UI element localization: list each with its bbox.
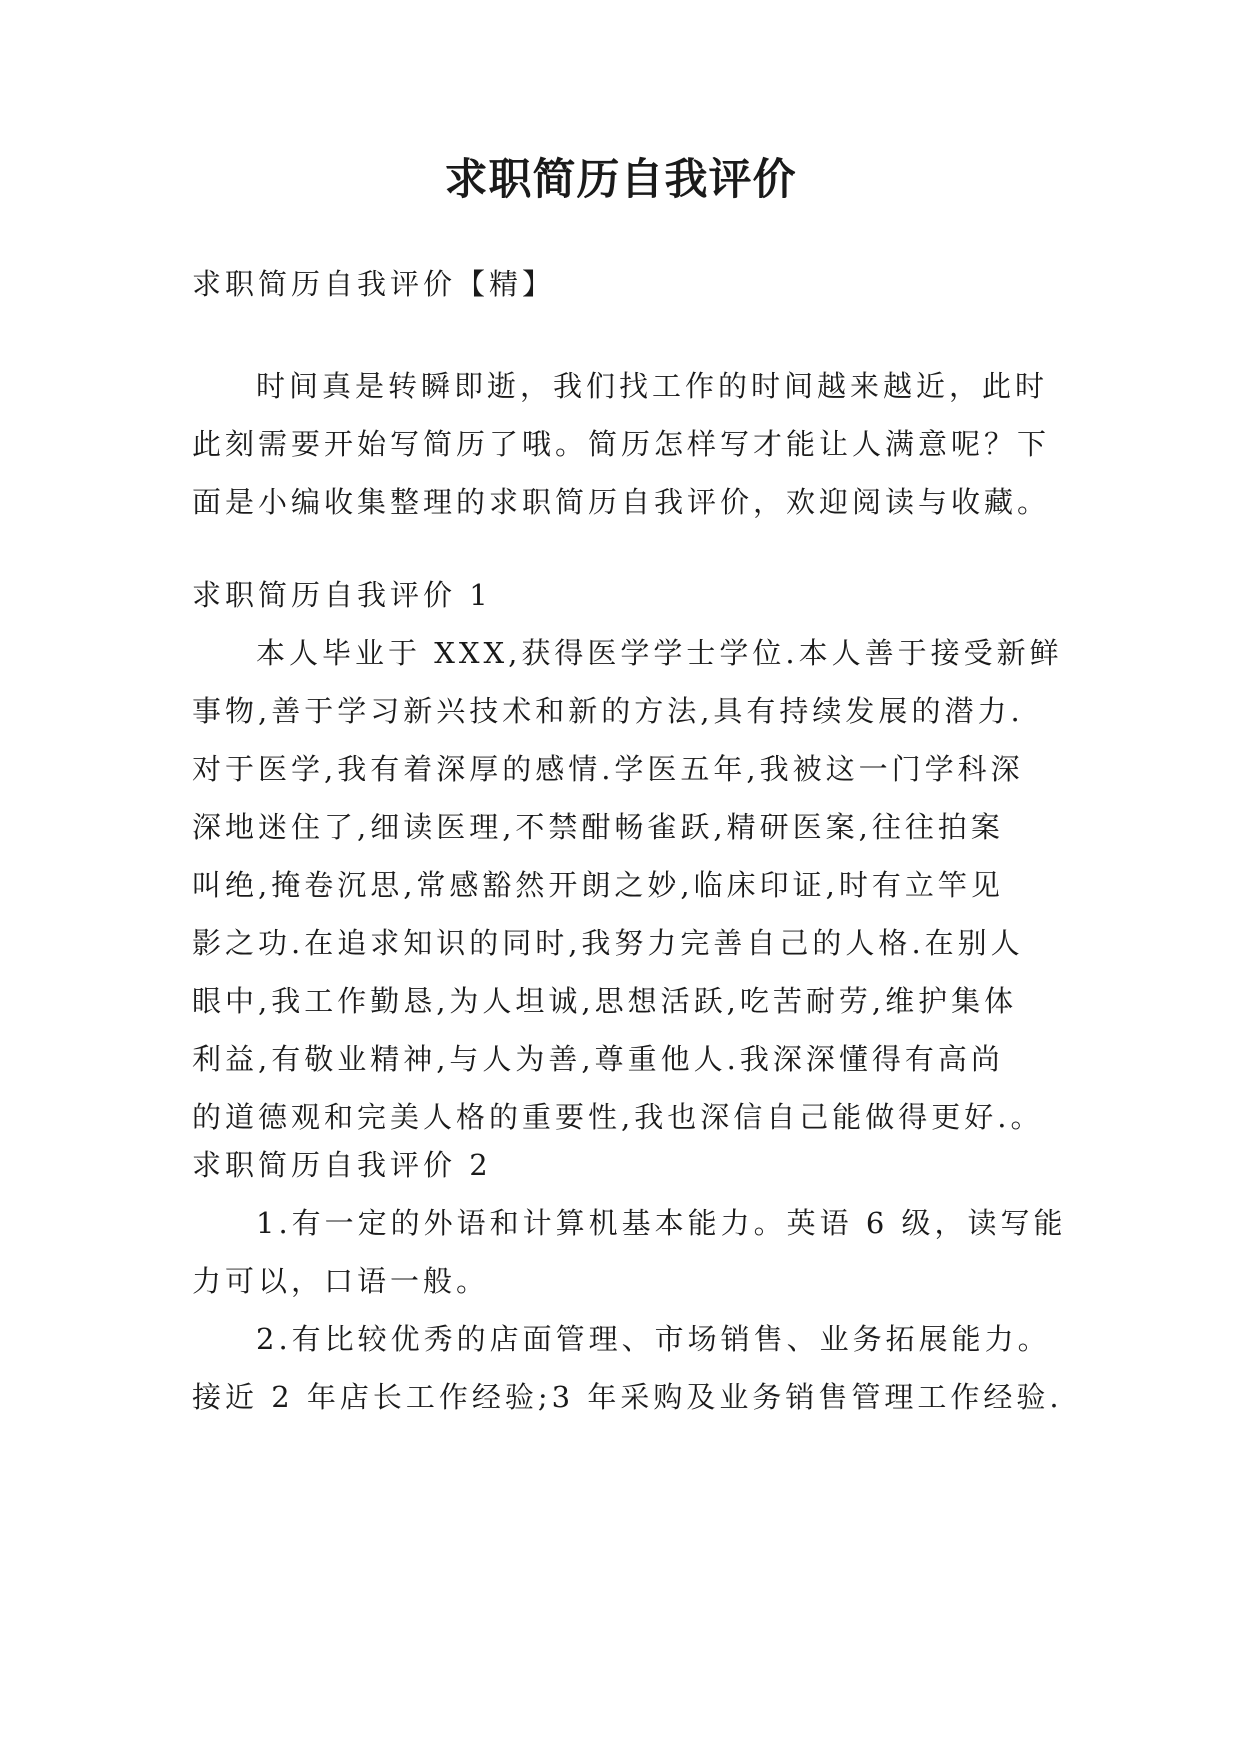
paragraph-line: 事物,善于学习新兴技术和新的方法,具有持续发展的潜力. xyxy=(192,694,1024,728)
paragraph-line: 1.有一定的外语和计算机基本能力。英语 6 级，读写能 xyxy=(256,1206,1067,1240)
paragraph-line: 利益,有敬业精神,与人为善,尊重他人.我深深懂得有高尚 xyxy=(192,1042,1004,1076)
paragraph-line: 对于医学,我有着深厚的感情.学医五年,我被这一门学科深 xyxy=(192,752,1024,786)
paragraph-line: 2.有比较优秀的店面管理、市场销售、业务拓展能力。 xyxy=(256,1322,1051,1356)
paragraph-line: 面是小编收集整理的求职简历自我评价，欢迎阅读与收藏。 xyxy=(192,485,1051,519)
section-heading: 求职简历自我评价 2 xyxy=(192,1148,492,1182)
paragraph-line: 本人毕业于 XXX,获得医学学士学位.本人善于接受新鲜 xyxy=(256,636,1063,670)
document-title: 求职简历自我评价 xyxy=(444,155,797,205)
paragraph-line: 接近 2 年店长工作经验;3 年采购及业务销售管理工作经验. xyxy=(192,1380,1063,1414)
paragraph-line: 叫绝,掩卷沉思,常感豁然开朗之妙,临床印证,时有立竿见 xyxy=(192,868,1004,902)
intro-paragraph xyxy=(192,357,1052,531)
document-subtitle xyxy=(192,255,1052,313)
section-1 xyxy=(192,566,1063,1146)
paragraph-line: 影之功.在追求知识的同时,我努力完善自己的人格.在别人 xyxy=(192,926,1024,960)
paragraph-line: 的道德观和完美人格的重要性,我也深信自己能做得更好.。 xyxy=(192,1100,1044,1134)
paragraph-line: 时间真是转瞬即逝，我们找工作的时间越来越近，此时 xyxy=(256,369,1049,403)
paragraph-line: 此刻需要开始写简历了哦。简历怎样写才能让人满意呢？下 xyxy=(192,427,1051,461)
section-2 xyxy=(192,1136,1067,1426)
section-heading: 求职简历自我评价 1 xyxy=(192,578,492,612)
paragraph-line: 深地迷住了,细读医理,不禁酣畅雀跃,精研医案,往往拍案 xyxy=(192,810,1004,844)
paragraph-line: 力可以，口语一般。 xyxy=(192,1264,490,1298)
subtitle-text: 求职简历自我评价【精】 xyxy=(192,267,556,301)
paragraph-line: 眼中,我工作勤恳,为人坦诚,思想活跃,吃苦耐劳,维护集体 xyxy=(192,984,1018,1018)
